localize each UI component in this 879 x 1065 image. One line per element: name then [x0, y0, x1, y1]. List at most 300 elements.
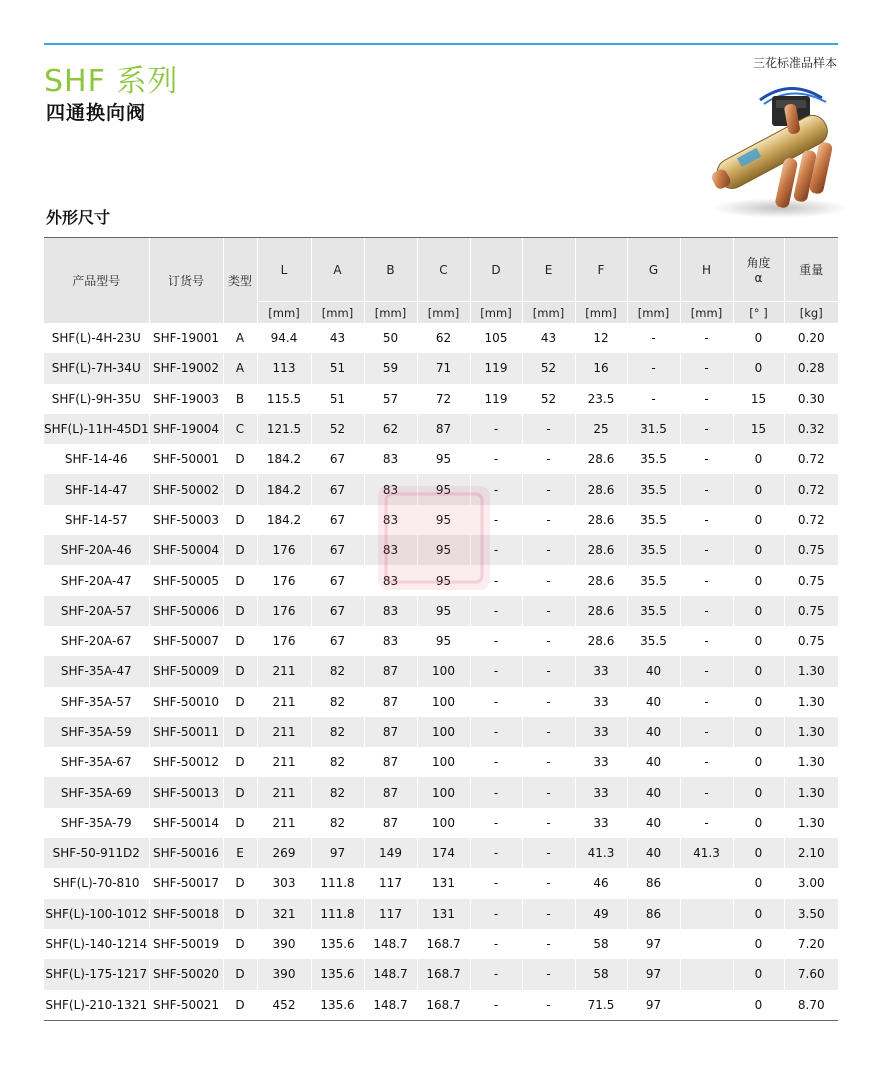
model-cell: SHF-14-57 — [44, 505, 149, 535]
table-cell: - — [470, 687, 522, 717]
table-cell: 40 — [627, 747, 680, 777]
table-cell: 0 — [733, 838, 784, 868]
table-cell: D — [223, 444, 257, 474]
table-cell: 135.6 — [311, 959, 364, 989]
order-no-cell: SHF-50021 — [149, 990, 223, 1020]
table-cell: 67 — [311, 474, 364, 504]
table-row — [44, 747, 838, 777]
table-cell: 94.4 — [257, 323, 311, 353]
table-cell: 111.8 — [311, 899, 364, 929]
order-no-cell: SHF-50014 — [149, 808, 223, 838]
col-header-D: D — [470, 238, 522, 302]
table-cell: D — [223, 990, 257, 1020]
model-cell: SHF(L)-7H-34U — [44, 353, 149, 383]
table-cell: - — [680, 474, 733, 504]
table-cell: 184.2 — [257, 444, 311, 474]
table-cell: 43 — [311, 323, 364, 353]
table-cell: 82 — [311, 747, 364, 777]
table-cell — [680, 959, 733, 989]
table-cell: D — [223, 717, 257, 747]
model-cell: SHF-20A-57 — [44, 596, 149, 626]
table-cell: 0 — [733, 929, 784, 959]
model-cell: SHF(L)-4H-23U — [44, 323, 149, 353]
table-cell: 12 — [575, 323, 627, 353]
table-row — [44, 990, 838, 1020]
table-cell: 131 — [417, 868, 470, 898]
order-no-cell: SHF-50016 — [149, 838, 223, 868]
table-cell: 67 — [311, 596, 364, 626]
table-cell: 41.3 — [575, 838, 627, 868]
model-cell: SHF-14-47 — [44, 474, 149, 504]
table-cell: 1.30 — [784, 656, 838, 686]
table-cell: D — [223, 596, 257, 626]
model-cell: SHF-35A-59 — [44, 717, 149, 747]
table-cell: - — [627, 323, 680, 353]
order-no-cell: SHF-50003 — [149, 505, 223, 535]
table-cell: D — [223, 656, 257, 686]
table-cell: 148.7 — [364, 959, 417, 989]
series-title: SHF 系列 — [44, 64, 179, 99]
unit-cell: [kg] — [784, 302, 838, 324]
table-cell: 184.2 — [257, 474, 311, 504]
table-cell: 82 — [311, 717, 364, 747]
table-cell: 100 — [417, 808, 470, 838]
table-cell: D — [223, 474, 257, 504]
model-cell: SHF-20A-47 — [44, 565, 149, 595]
table-cell: 72 — [417, 384, 470, 414]
product-name: 四通换向阀 — [46, 102, 147, 124]
four-way-valve-photo — [700, 80, 850, 220]
model-cell: SHF(L)-210-1321 — [44, 990, 149, 1020]
table-cell: 67 — [311, 535, 364, 565]
unit-cell: [mm] — [575, 302, 627, 324]
table-cell: - — [680, 444, 733, 474]
table-cell: - — [522, 929, 575, 959]
table-cell: 176 — [257, 626, 311, 656]
table-cell: 67 — [311, 444, 364, 474]
table-cell: 49 — [575, 899, 627, 929]
table-cell: - — [522, 777, 575, 807]
table-row — [44, 899, 838, 929]
order-no-cell: SHF-50019 — [149, 929, 223, 959]
unit-cell: [mm] — [627, 302, 680, 324]
table-cell: - — [470, 656, 522, 686]
table-cell: - — [470, 868, 522, 898]
table-cell: 97 — [627, 990, 680, 1020]
table-cell: - — [522, 626, 575, 656]
table-cell: 211 — [257, 687, 311, 717]
table-cell: - — [522, 747, 575, 777]
table-cell: 40 — [627, 777, 680, 807]
model-cell: SHF-35A-79 — [44, 808, 149, 838]
table-cell: 95 — [417, 474, 470, 504]
table-cell: 117 — [364, 868, 417, 898]
col-header-G: G — [627, 238, 680, 302]
table-cell: - — [470, 626, 522, 656]
table-cell: 67 — [311, 565, 364, 595]
table-cell: 52 — [311, 414, 364, 444]
table-cell: 0 — [733, 656, 784, 686]
unit-cell: [° ] — [733, 302, 784, 324]
table-cell: - — [470, 899, 522, 929]
table-cell: 390 — [257, 959, 311, 989]
table-cell: 117 — [364, 899, 417, 929]
table-cell: 0 — [733, 717, 784, 747]
col-header-B: B — [364, 238, 417, 302]
model-cell: SHF(L)-175-1217 — [44, 959, 149, 989]
table-cell: D — [223, 868, 257, 898]
table-cell: 59 — [364, 353, 417, 383]
dimensions-table — [44, 238, 838, 1020]
table-cell: - — [522, 505, 575, 535]
table-cell: 87 — [364, 656, 417, 686]
table-row — [44, 474, 838, 504]
col-header-F: F — [575, 238, 627, 302]
table-cell: 148.7 — [364, 929, 417, 959]
table-cell: 97 — [627, 929, 680, 959]
table-cell: 35.5 — [627, 626, 680, 656]
table-cell: 7.20 — [784, 929, 838, 959]
table-cell: 119 — [470, 353, 522, 383]
table-cell: 83 — [364, 565, 417, 595]
table-cell: - — [680, 626, 733, 656]
table-cell: - — [680, 353, 733, 383]
table-cell: - — [522, 656, 575, 686]
table-cell: 95 — [417, 565, 470, 595]
table-cell: - — [627, 384, 680, 414]
model-cell: SHF-14-46 — [44, 444, 149, 474]
table-cell: 3.50 — [784, 899, 838, 929]
table-cell: 95 — [417, 505, 470, 535]
table-cell: 87 — [417, 414, 470, 444]
table-row — [44, 353, 838, 383]
table-cell: - — [680, 414, 733, 444]
table-cell: 97 — [627, 959, 680, 989]
model-cell: SHF-50-911D2 — [44, 838, 149, 868]
table-cell: 28.6 — [575, 565, 627, 595]
table-cell: 87 — [364, 747, 417, 777]
table-cell: 211 — [257, 656, 311, 686]
table-cell: 43 — [522, 323, 575, 353]
model-cell: SHF(L)-70-810 — [44, 868, 149, 898]
table-cell: 0.20 — [784, 323, 838, 353]
table-cell: - — [680, 808, 733, 838]
unit-cell: [mm] — [522, 302, 575, 324]
table-cell: 174 — [417, 838, 470, 868]
table-cell: - — [470, 808, 522, 838]
table-cell: - — [470, 565, 522, 595]
table-cell: - — [470, 444, 522, 474]
table-cell: 1.30 — [784, 717, 838, 747]
table-cell: 50 — [364, 323, 417, 353]
table-cell: 28.6 — [575, 505, 627, 535]
order-no-cell: SHF-19003 — [149, 384, 223, 414]
table-cell: 0.75 — [784, 596, 838, 626]
order-no-cell: SHF-50004 — [149, 535, 223, 565]
table-cell: 67 — [311, 626, 364, 656]
table-cell: 33 — [575, 656, 627, 686]
table-cell: - — [470, 929, 522, 959]
table-cell: 33 — [575, 717, 627, 747]
table-cell: 0 — [733, 626, 784, 656]
table-cell: D — [223, 505, 257, 535]
table-cell: A — [223, 323, 257, 353]
table-cell: D — [223, 565, 257, 595]
order-no-cell: SHF-19004 — [149, 414, 223, 444]
col-header-order-no: 订货号 — [149, 238, 223, 323]
table-cell: 15 — [733, 414, 784, 444]
table-cell: 0 — [733, 565, 784, 595]
table-cell: 86 — [627, 868, 680, 898]
table-row — [44, 717, 838, 747]
table-cell: - — [522, 717, 575, 747]
table-cell: 52 — [522, 384, 575, 414]
table-cell: 0 — [733, 596, 784, 626]
table-row — [44, 868, 838, 898]
table-cell: 58 — [575, 959, 627, 989]
table-cell: 1.30 — [784, 687, 838, 717]
table-cell: 67 — [311, 505, 364, 535]
table-cell: 35.5 — [627, 505, 680, 535]
table-row — [44, 323, 838, 353]
table-cell: 0 — [733, 959, 784, 989]
table-cell: 31.5 — [627, 414, 680, 444]
unit-cell: [mm] — [417, 302, 470, 324]
table-cell: - — [522, 687, 575, 717]
order-no-cell: SHF-50020 — [149, 959, 223, 989]
order-no-cell: SHF-19002 — [149, 353, 223, 383]
table-cell: - — [680, 384, 733, 414]
table-cell: - — [470, 747, 522, 777]
order-no-cell: SHF-50002 — [149, 474, 223, 504]
table-cell: - — [470, 717, 522, 747]
header-row — [44, 238, 838, 302]
table-cell: 82 — [311, 656, 364, 686]
table-row — [44, 535, 838, 565]
table-cell: 0.72 — [784, 444, 838, 474]
table-cell: 100 — [417, 747, 470, 777]
table-cell: 95 — [417, 535, 470, 565]
table-cell: - — [680, 505, 733, 535]
table-cell: 40 — [627, 687, 680, 717]
table-cell: D — [223, 777, 257, 807]
table-cell: 83 — [364, 505, 417, 535]
table-cell: 7.60 — [784, 959, 838, 989]
table-row — [44, 565, 838, 595]
table-cell — [680, 990, 733, 1020]
table-cell: - — [680, 656, 733, 686]
table-cell: 40 — [627, 838, 680, 868]
table-cell: 51 — [311, 353, 364, 383]
table-cell: 33 — [575, 808, 627, 838]
col-header-angle — [733, 238, 784, 302]
table-cell: - — [522, 474, 575, 504]
table-cell: - — [522, 444, 575, 474]
table-cell: 15 — [733, 384, 784, 414]
table-row — [44, 444, 838, 474]
table-cell: D — [223, 959, 257, 989]
table-cell: 168.7 — [417, 959, 470, 989]
table-cell: 86 — [627, 899, 680, 929]
order-no-cell: SHF-50011 — [149, 717, 223, 747]
table-cell: - — [522, 990, 575, 1020]
table-cell — [680, 899, 733, 929]
table-cell: 82 — [311, 808, 364, 838]
table-cell: 95 — [417, 444, 470, 474]
table-cell: 83 — [364, 535, 417, 565]
table-cell: 83 — [364, 596, 417, 626]
col-header-weight: 重量 — [784, 238, 838, 302]
order-no-cell: SHF-50005 — [149, 565, 223, 595]
order-no-cell: SHF-50012 — [149, 747, 223, 777]
table-cell: 168.7 — [417, 929, 470, 959]
table-cell: - — [470, 838, 522, 868]
table-cell: - — [470, 535, 522, 565]
table-cell: 71 — [417, 353, 470, 383]
table-cell: D — [223, 535, 257, 565]
table-cell: - — [680, 777, 733, 807]
table-cell: D — [223, 626, 257, 656]
table-cell: 3.00 — [784, 868, 838, 898]
table-cell: 135.6 — [311, 929, 364, 959]
order-no-cell: SHF-50010 — [149, 687, 223, 717]
table-cell: - — [522, 808, 575, 838]
table-cell: 40 — [627, 717, 680, 747]
table-cell: 71.5 — [575, 990, 627, 1020]
table-cell: 0 — [733, 535, 784, 565]
table-cell: - — [522, 535, 575, 565]
col-header-angle-symbol: α — [754, 271, 763, 285]
dimensions-table-wrap — [44, 237, 838, 1021]
table-cell: - — [522, 868, 575, 898]
table-cell: 0 — [733, 505, 784, 535]
table-cell: - — [680, 687, 733, 717]
table-cell: - — [522, 414, 575, 444]
table-cell: 0.72 — [784, 474, 838, 504]
table-cell: 28.6 — [575, 596, 627, 626]
table-cell: A — [223, 353, 257, 383]
table-row — [44, 656, 838, 686]
table-cell: 35.5 — [627, 535, 680, 565]
table-cell: 0 — [733, 868, 784, 898]
table-cell: 83 — [364, 444, 417, 474]
table-cell: 8.70 — [784, 990, 838, 1020]
table-cell: 0 — [733, 777, 784, 807]
table-cell: 83 — [364, 474, 417, 504]
table-cell: - — [680, 535, 733, 565]
table-cell: 113 — [257, 353, 311, 383]
col-header-L: L — [257, 238, 311, 302]
table-cell: 35.5 — [627, 444, 680, 474]
table-cell: 62 — [364, 414, 417, 444]
table-cell: 211 — [257, 777, 311, 807]
col-header-type: 类型 — [223, 238, 257, 323]
table-cell: 184.2 — [257, 505, 311, 535]
order-no-cell: SHF-50018 — [149, 899, 223, 929]
table-row — [44, 929, 838, 959]
table-cell: 83 — [364, 626, 417, 656]
table-cell: - — [522, 596, 575, 626]
model-cell: SHF-35A-47 — [44, 656, 149, 686]
table-cell: 1.30 — [784, 808, 838, 838]
table-cell: 111.8 — [311, 868, 364, 898]
table-cell: 82 — [311, 687, 364, 717]
model-cell: SHF-20A-67 — [44, 626, 149, 656]
table-cell: 0 — [733, 323, 784, 353]
table-cell — [680, 929, 733, 959]
table-cell: 321 — [257, 899, 311, 929]
table-cell: 25 — [575, 414, 627, 444]
table-cell: D — [223, 687, 257, 717]
table-cell: 148.7 — [364, 990, 417, 1020]
top-accent-rule — [44, 43, 838, 45]
table-cell: 176 — [257, 596, 311, 626]
col-header-model: 产品型号 — [44, 238, 149, 323]
table-cell: 87 — [364, 717, 417, 747]
table-cell: 452 — [257, 990, 311, 1020]
table-cell: - — [470, 990, 522, 1020]
model-cell: SHF(L)-9H-35U — [44, 384, 149, 414]
model-cell: SHF-35A-57 — [44, 687, 149, 717]
table-cell: 95 — [417, 596, 470, 626]
table-cell: - — [680, 747, 733, 777]
table-cell: B — [223, 384, 257, 414]
table-cell: 100 — [417, 656, 470, 686]
order-no-cell: SHF-50006 — [149, 596, 223, 626]
table-cell: - — [470, 505, 522, 535]
table-cell: 35.5 — [627, 474, 680, 504]
table-cell: D — [223, 808, 257, 838]
model-cell: SHF-35A-69 — [44, 777, 149, 807]
table-cell: 87 — [364, 808, 417, 838]
table-cell: 28.6 — [575, 626, 627, 656]
table-cell: 121.5 — [257, 414, 311, 444]
table-cell: 168.7 — [417, 990, 470, 1020]
order-no-cell: SHF-50013 — [149, 777, 223, 807]
unit-cell: [mm] — [364, 302, 417, 324]
table-cell: 149 — [364, 838, 417, 868]
table-cell: 0.30 — [784, 384, 838, 414]
table-cell: 0.75 — [784, 535, 838, 565]
table-cell: 131 — [417, 899, 470, 929]
col-header-E: E — [522, 238, 575, 302]
unit-cell: [mm] — [257, 302, 311, 324]
table-cell: - — [470, 959, 522, 989]
table-cell: 97 — [311, 838, 364, 868]
table-cell: E — [223, 838, 257, 868]
model-cell: SHF-20A-46 — [44, 535, 149, 565]
order-no-cell: SHF-50001 — [149, 444, 223, 474]
table-cell: 87 — [364, 777, 417, 807]
model-cell: SHF(L)-100-1012 — [44, 899, 149, 929]
table-cell: - — [680, 565, 733, 595]
table-cell: D — [223, 929, 257, 959]
table-cell: 23.5 — [575, 384, 627, 414]
table-cell: 2.10 — [784, 838, 838, 868]
table-cell: 0 — [733, 747, 784, 777]
table-cell: 28.6 — [575, 474, 627, 504]
col-header-angle-top: 角度 — [746, 256, 771, 270]
table-cell: 0 — [733, 899, 784, 929]
table-cell — [680, 868, 733, 898]
table-cell: 0 — [733, 808, 784, 838]
table-cell: 28.6 — [575, 535, 627, 565]
table-cell: 0 — [733, 474, 784, 504]
table-cell: 390 — [257, 929, 311, 959]
table-cell: 46 — [575, 868, 627, 898]
table-cell: 0 — [733, 444, 784, 474]
table-cell: D — [223, 899, 257, 929]
